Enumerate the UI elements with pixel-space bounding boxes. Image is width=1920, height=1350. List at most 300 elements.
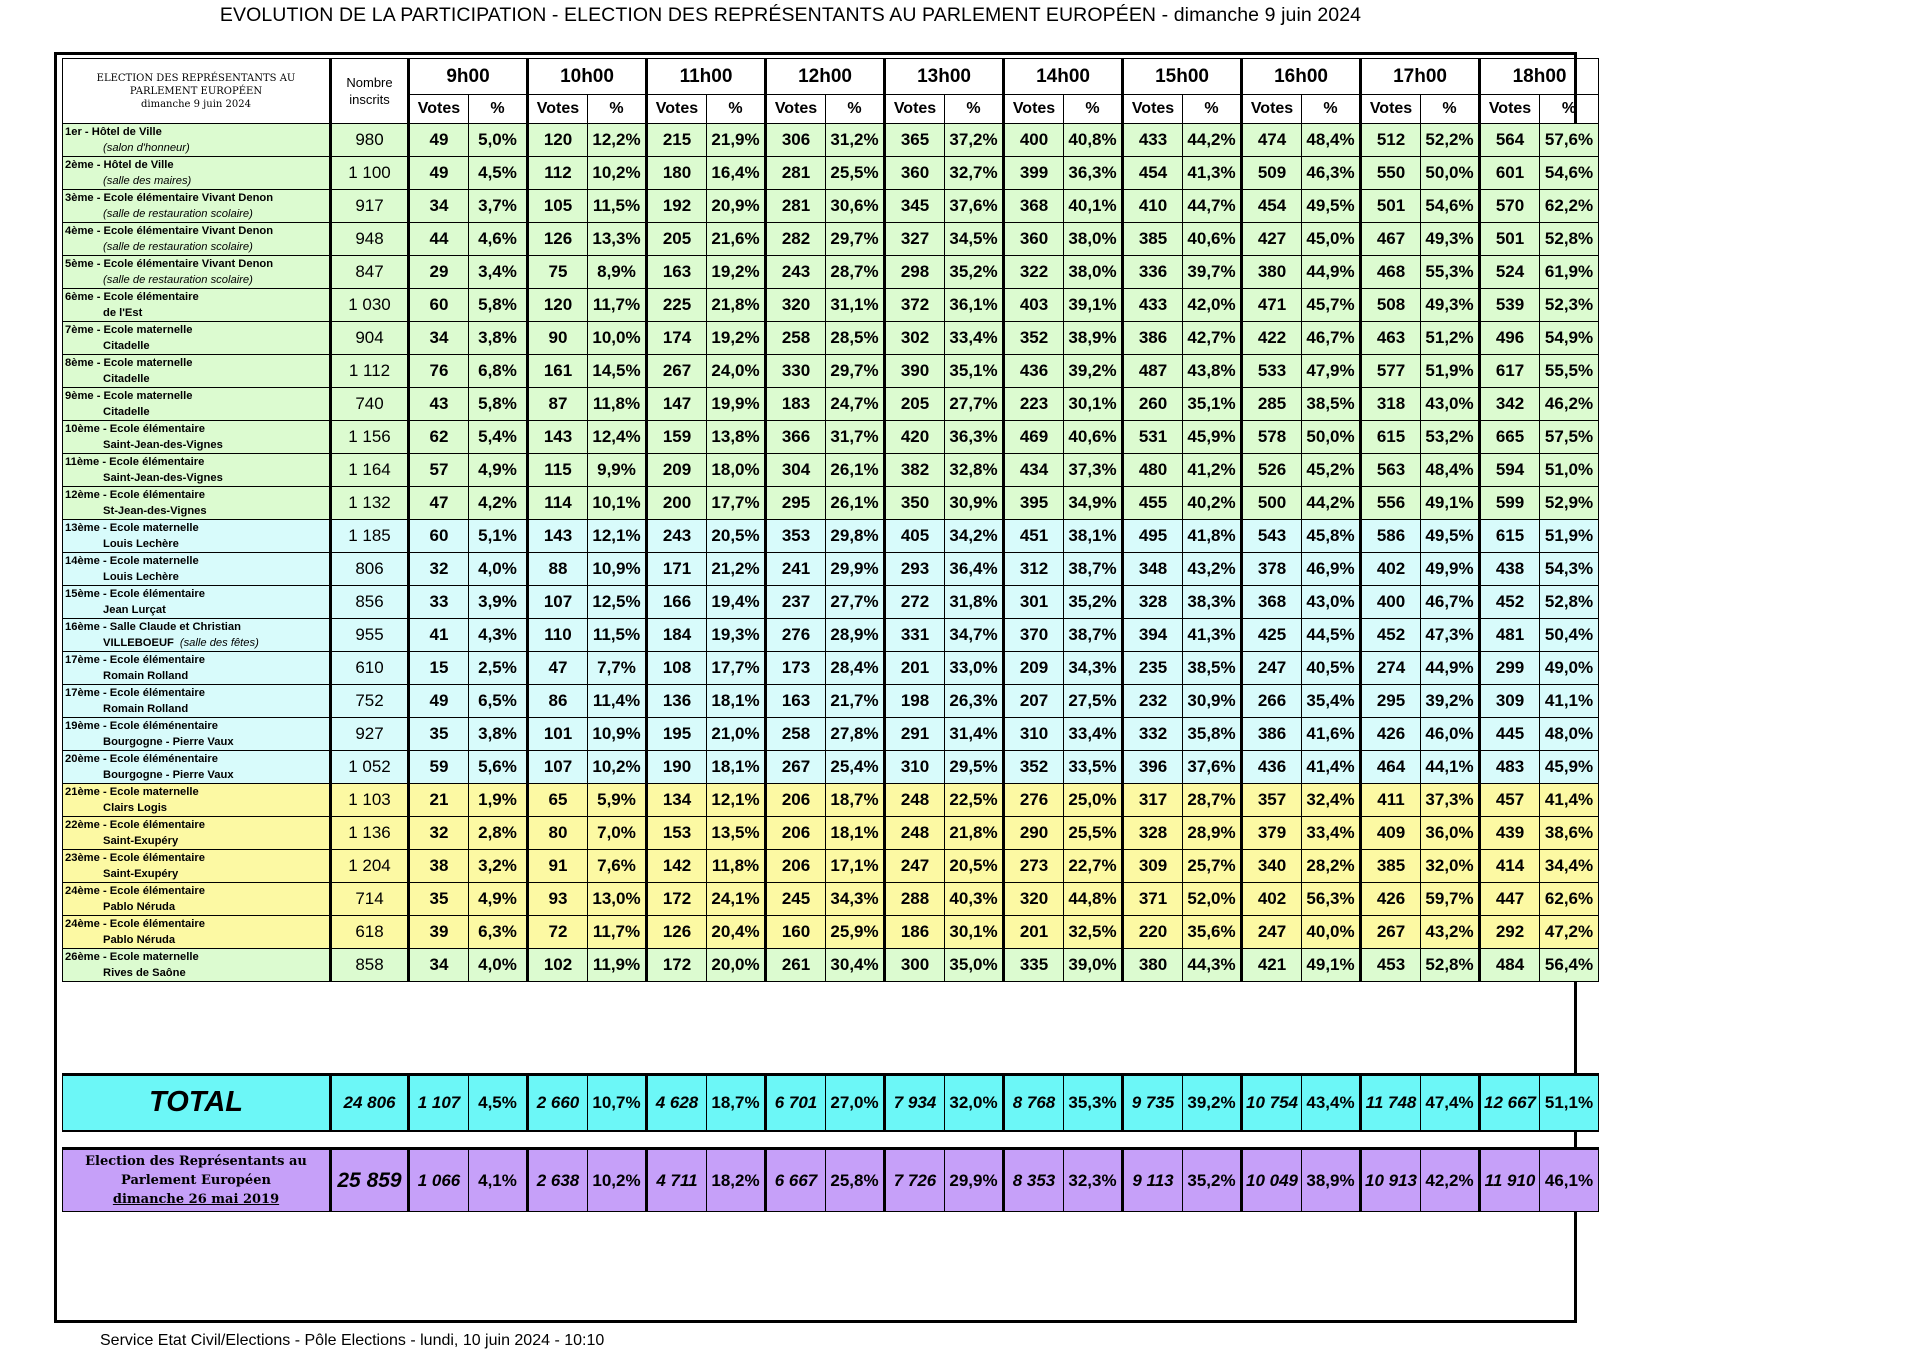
votes-cell: 183	[766, 388, 826, 421]
votes-cell: 426	[1361, 718, 1421, 751]
votes-cell: 15	[409, 652, 469, 685]
votes-cell: 451	[1004, 520, 1064, 553]
percent-cell: 51,9%	[1540, 520, 1599, 553]
previous-percent-cell: 38,9%	[1302, 1149, 1361, 1212]
votes-cell: 380	[1123, 949, 1183, 982]
percent-cell: 19,3%	[707, 619, 766, 652]
polling-station-name	[63, 883, 331, 916]
station-line2-text: Saint-Jean-des-Vignes	[103, 472, 223, 484]
votes-cell: 322	[1004, 256, 1064, 289]
percent-cell: 20,4%	[707, 916, 766, 949]
percent-cell: 32,0%	[1421, 850, 1480, 883]
votes-cell: 143	[528, 421, 588, 454]
votes-subheader: Votes	[528, 95, 588, 124]
total-percent-cell: 39,2%	[1183, 1075, 1242, 1131]
votes-cell: 487	[1123, 355, 1183, 388]
percent-cell: 50,4%	[1540, 619, 1599, 652]
percent-cell: 51,2%	[1421, 322, 1480, 355]
station-line2	[65, 668, 329, 684]
station-line1: 24ème - Ecole élémentaire	[65, 918, 205, 930]
percent-cell: 41,2%	[1183, 454, 1242, 487]
station-line2	[65, 701, 329, 717]
hour-header-13h00: 13h00	[885, 59, 1004, 95]
percent-cell: 44,9%	[1421, 652, 1480, 685]
votes-cell: 34	[409, 949, 469, 982]
votes-cell: 468	[1361, 256, 1421, 289]
votes-cell: 237	[766, 586, 826, 619]
percent-cell: 12,4%	[588, 421, 647, 454]
votes-subheader: Votes	[1361, 95, 1421, 124]
votes-cell: 452	[1480, 586, 1540, 619]
percent-cell: 7,7%	[588, 652, 647, 685]
total-votes-cell: 6 701	[766, 1075, 826, 1131]
percent-cell: 40,6%	[1064, 421, 1123, 454]
inscrits-cell: 1 204	[331, 850, 409, 883]
percent-cell: 51,0%	[1540, 454, 1599, 487]
percent-cell: 28,9%	[1183, 817, 1242, 850]
percent-cell: 20,5%	[945, 850, 1004, 883]
votes-cell: 601	[1480, 157, 1540, 190]
previous-election-row	[63, 1149, 1599, 1212]
votes-cell: 348	[1123, 553, 1183, 586]
total-inscrits: 24 806	[331, 1075, 409, 1131]
percent-cell: 31,1%	[826, 289, 885, 322]
votes-cell: 291	[885, 718, 945, 751]
total-votes-cell: 9 735	[1123, 1075, 1183, 1131]
percent-cell: 17,7%	[707, 652, 766, 685]
votes-cell: 47	[528, 652, 588, 685]
table-row	[63, 487, 1599, 520]
votes-cell: 301	[1004, 586, 1064, 619]
votes-cell: 180	[647, 157, 707, 190]
table-row	[63, 256, 1599, 289]
votes-cell: 335	[1004, 949, 1064, 982]
station-line2	[65, 767, 329, 783]
station-line2	[65, 272, 329, 288]
votes-cell: 463	[1361, 322, 1421, 355]
votes-cell: 306	[766, 124, 826, 157]
votes-cell: 184	[647, 619, 707, 652]
percent-cell: 2,5%	[469, 652, 528, 685]
votes-cell: 198	[885, 685, 945, 718]
percent-cell: 26,1%	[826, 454, 885, 487]
percent-cell: 30,6%	[826, 190, 885, 223]
votes-cell: 33	[409, 586, 469, 619]
votes-cell: 34	[409, 190, 469, 223]
table-row	[63, 751, 1599, 784]
table-row	[63, 190, 1599, 223]
percent-cell: 45,8%	[1302, 520, 1361, 553]
percent-cell: 54,3%	[1540, 553, 1599, 586]
percent-cell: 39,1%	[1064, 289, 1123, 322]
table-row	[63, 916, 1599, 949]
votes-cell: 399	[1004, 157, 1064, 190]
percent-cell: 29,5%	[945, 751, 1004, 784]
votes-cell: 302	[885, 322, 945, 355]
votes-cell: 247	[885, 850, 945, 883]
percent-cell: 43,2%	[1421, 916, 1480, 949]
votes-cell: 220	[1123, 916, 1183, 949]
votes-cell: 241	[766, 553, 826, 586]
percent-cell: 6,8%	[469, 355, 528, 388]
polling-station-name	[63, 949, 331, 982]
previous-inscrits: 25 859	[331, 1149, 409, 1212]
percent-cell: 11,5%	[588, 619, 647, 652]
percent-cell: 19,2%	[707, 322, 766, 355]
inscrits-cell: 917	[331, 190, 409, 223]
station-line2	[65, 305, 329, 321]
percent-cell: 8,9%	[588, 256, 647, 289]
votes-cell: 35	[409, 718, 469, 751]
polling-station-name	[63, 157, 331, 190]
percent-cell: 30,1%	[1064, 388, 1123, 421]
votes-cell: 281	[766, 190, 826, 223]
percent-cell: 4,2%	[469, 487, 528, 520]
hour-header-10h00: 10h00	[528, 59, 647, 95]
votes-cell: 267	[1361, 916, 1421, 949]
votes-cell: 436	[1242, 751, 1302, 784]
total-percent-cell: 47,4%	[1421, 1075, 1480, 1131]
votes-cell: 550	[1361, 157, 1421, 190]
votes-cell: 186	[885, 916, 945, 949]
percent-cell: 46,2%	[1540, 388, 1599, 421]
percent-cell: 32,8%	[945, 454, 1004, 487]
station-line1: 5ème - Ecole élémentaire Vivant Denon	[65, 258, 274, 270]
percent-cell: 45,7%	[1302, 289, 1361, 322]
percent-cell: 11,5%	[588, 190, 647, 223]
percent-cell: 47,9%	[1302, 355, 1361, 388]
station-line2-text: (salle de restauration scolaire)	[103, 274, 253, 286]
total-votes-cell: 12 667	[1480, 1075, 1540, 1131]
percent-cell: 32,5%	[1064, 916, 1123, 949]
votes-cell: 509	[1242, 157, 1302, 190]
percent-cell: 14,5%	[588, 355, 647, 388]
votes-cell: 276	[1004, 784, 1064, 817]
votes-cell: 292	[1480, 916, 1540, 949]
inscrits-header: Nombre inscrits	[331, 59, 409, 124]
votes-cell: 454	[1123, 157, 1183, 190]
total-percent-cell: 32,0%	[945, 1075, 1004, 1131]
percent-cell: 28,7%	[1183, 784, 1242, 817]
percent-cell: 33,0%	[945, 652, 1004, 685]
percent-cell: 38,1%	[1064, 520, 1123, 553]
votes-cell: 49	[409, 157, 469, 190]
percent-cell: 39,0%	[1064, 949, 1123, 982]
votes-cell: 47	[409, 487, 469, 520]
percent-cell: 18,7%	[826, 784, 885, 817]
percent-cell: 21,2%	[707, 553, 766, 586]
votes-cell: 615	[1361, 421, 1421, 454]
station-line2	[65, 833, 329, 849]
votes-cell: 426	[1361, 883, 1421, 916]
percent-cell: 4,9%	[469, 454, 528, 487]
total-row	[63, 1075, 1599, 1131]
votes-subheader: Votes	[647, 95, 707, 124]
previous-votes-cell: 8 353	[1004, 1149, 1064, 1212]
station-line1: 17ème - Ecole élémentaire	[65, 687, 205, 699]
percent-cell: 21,7%	[826, 685, 885, 718]
inscrits-cell: 1 164	[331, 454, 409, 487]
percent-cell: 6,3%	[469, 916, 528, 949]
percent-cell: 34,3%	[826, 883, 885, 916]
polling-station-name	[63, 850, 331, 883]
votes-cell: 365	[885, 124, 945, 157]
votes-cell: 293	[885, 553, 945, 586]
percent-cell: 34,4%	[1540, 850, 1599, 883]
percent-cell: 49,1%	[1421, 487, 1480, 520]
votes-cell: 209	[647, 454, 707, 487]
percent-cell: 38,7%	[1064, 619, 1123, 652]
table-row	[63, 355, 1599, 388]
hour-header-15h00: 15h00	[1123, 59, 1242, 95]
inscrits-cell: 858	[331, 949, 409, 982]
votes-cell: 512	[1361, 124, 1421, 157]
percent-cell: 10,1%	[588, 487, 647, 520]
percent-cell: 34,5%	[945, 223, 1004, 256]
percent-cell: 28,9%	[826, 619, 885, 652]
percent-cell: 34,2%	[945, 520, 1004, 553]
station-line2	[65, 437, 329, 453]
percent-cell: 29,8%	[826, 520, 885, 553]
inscrits-cell: 856	[331, 586, 409, 619]
percent-cell: 25,5%	[1064, 817, 1123, 850]
percent-cell: 22,7%	[1064, 850, 1123, 883]
percent-cell: 54,6%	[1540, 157, 1599, 190]
station-line1: 17ème - Ecole élémentaire	[65, 654, 205, 666]
votes-cell: 578	[1242, 421, 1302, 454]
percent-cell: 11,9%	[588, 949, 647, 982]
votes-cell: 44	[409, 223, 469, 256]
percent-cell: 19,4%	[707, 586, 766, 619]
percent-cell: 45,2%	[1302, 454, 1361, 487]
station-line1: 1er - Hôtel de Ville	[65, 126, 162, 138]
votes-cell: 386	[1123, 322, 1183, 355]
percent-cell: 5,6%	[469, 751, 528, 784]
percent-cell: 13,0%	[588, 883, 647, 916]
percent-cell: 5,0%	[469, 124, 528, 157]
inscrits-cell: 1 112	[331, 355, 409, 388]
inscrits-cell: 948	[331, 223, 409, 256]
percent-cell: 52,3%	[1540, 289, 1599, 322]
votes-cell: 207	[1004, 685, 1064, 718]
page-title: EVOLUTION DE LA PARTICIPATION - ELECTION DES REPRÉSENTANTS AU PARLEMENT EUROPÉEN - dimanche 9 juin 2024	[219, 4, 1362, 26]
hour-header-14h00: 14h00	[1004, 59, 1123, 95]
percent-cell: 38,7%	[1064, 553, 1123, 586]
votes-cell: 385	[1361, 850, 1421, 883]
votes-cell: 161	[528, 355, 588, 388]
votes-subheader: Votes	[409, 95, 469, 124]
percent-cell: 39,2%	[1421, 685, 1480, 718]
station-line2	[65, 734, 329, 750]
votes-cell: 160	[766, 916, 826, 949]
votes-cell: 586	[1361, 520, 1421, 553]
votes-cell: 101	[528, 718, 588, 751]
votes-cell: 248	[885, 817, 945, 850]
votes-cell: 225	[647, 289, 707, 322]
votes-cell: 173	[766, 652, 826, 685]
station-line2-text: Clairs Logis	[103, 802, 168, 814]
inscrits-cell: 1 052	[331, 751, 409, 784]
votes-cell: 615	[1480, 520, 1540, 553]
previous-percent-cell: 29,9%	[945, 1149, 1004, 1212]
station-line2	[65, 635, 329, 651]
polling-station-name	[63, 586, 331, 619]
votes-cell: 258	[766, 718, 826, 751]
votes-cell: 32	[409, 553, 469, 586]
votes-cell: 201	[1004, 916, 1064, 949]
percent-cell: 42,7%	[1183, 322, 1242, 355]
percent-cell: 40,5%	[1302, 652, 1361, 685]
station-line1: 12ème - Ecole élémentaire	[65, 489, 205, 501]
percent-subheader: %	[826, 95, 885, 124]
votes-cell: 320	[1004, 883, 1064, 916]
votes-cell: 206	[766, 850, 826, 883]
total-votes-cell: 10 754	[1242, 1075, 1302, 1131]
station-line2-text: Saint-Exupéry	[103, 835, 179, 847]
previous-percent-cell: 35,2%	[1183, 1149, 1242, 1212]
votes-cell: 120	[528, 289, 588, 322]
station-line1: 13ème - Ecole maternelle	[65, 522, 199, 534]
votes-cell: 105	[528, 190, 588, 223]
percent-cell: 36,0%	[1421, 817, 1480, 850]
votes-cell: 371	[1123, 883, 1183, 916]
percent-cell: 43,2%	[1183, 553, 1242, 586]
percent-cell: 3,2%	[469, 850, 528, 883]
votes-cell: 38	[409, 850, 469, 883]
votes-cell: 248	[885, 784, 945, 817]
votes-cell: 420	[885, 421, 945, 454]
percent-cell: 33,4%	[945, 322, 1004, 355]
percent-cell: 52,9%	[1540, 487, 1599, 520]
votes-cell: 288	[885, 883, 945, 916]
percent-cell: 45,9%	[1183, 421, 1242, 454]
percent-cell: 31,7%	[826, 421, 885, 454]
votes-cell: 65	[528, 784, 588, 817]
inscrits-cell: 1 136	[331, 817, 409, 850]
votes-cell: 112	[528, 157, 588, 190]
previous-label-line1: Election des Représentants au Parlement Européen	[85, 1154, 307, 1188]
percent-cell: 38,6%	[1540, 817, 1599, 850]
percent-subheader: %	[1064, 95, 1123, 124]
station-line2-text: Pablo Néruda	[103, 901, 176, 913]
percent-cell: 32,7%	[945, 157, 1004, 190]
votes-cell: 539	[1480, 289, 1540, 322]
votes-cell: 310	[885, 751, 945, 784]
percent-cell: 40,2%	[1183, 487, 1242, 520]
percent-cell: 36,3%	[945, 421, 1004, 454]
previous-votes-cell: 1 066	[409, 1149, 469, 1212]
inscrits-cell: 847	[331, 256, 409, 289]
votes-cell: 531	[1123, 421, 1183, 454]
votes-cell: 379	[1242, 817, 1302, 850]
votes-cell: 328	[1123, 586, 1183, 619]
station-line2-text: Citadelle	[103, 406, 150, 418]
votes-cell: 320	[766, 289, 826, 322]
percent-cell: 26,1%	[826, 487, 885, 520]
votes-cell: 327	[885, 223, 945, 256]
percent-cell: 18,1%	[707, 751, 766, 784]
votes-cell: 261	[766, 949, 826, 982]
percent-cell: 12,2%	[588, 124, 647, 157]
percent-cell: 38,3%	[1183, 586, 1242, 619]
polling-station-name	[63, 388, 331, 421]
votes-cell: 107	[528, 586, 588, 619]
votes-cell: 422	[1242, 322, 1302, 355]
votes-cell: 120	[528, 124, 588, 157]
percent-cell: 35,4%	[1302, 685, 1361, 718]
table-row	[63, 388, 1599, 421]
votes-cell: 317	[1123, 784, 1183, 817]
percent-cell: 38,9%	[1064, 322, 1123, 355]
percent-subheader: %	[945, 95, 1004, 124]
percent-cell: 25,0%	[1064, 784, 1123, 817]
station-line2-text: St-Jean-des-Vignes	[103, 505, 207, 517]
votes-cell: 35	[409, 883, 469, 916]
station-line2	[65, 899, 329, 915]
votes-cell: 91	[528, 850, 588, 883]
votes-cell: 352	[1004, 322, 1064, 355]
total-row-table	[62, 1073, 1599, 1132]
percent-cell: 4,0%	[469, 949, 528, 982]
polling-station-name	[63, 553, 331, 586]
votes-cell: 159	[647, 421, 707, 454]
inscrits-cell: 1 100	[331, 157, 409, 190]
votes-cell: 457	[1480, 784, 1540, 817]
votes-cell: 76	[409, 355, 469, 388]
percent-cell: 49,5%	[1421, 520, 1480, 553]
percent-cell: 46,0%	[1421, 718, 1480, 751]
votes-cell: 385	[1123, 223, 1183, 256]
votes-cell: 427	[1242, 223, 1302, 256]
station-line2	[65, 404, 329, 420]
station-line1: 3ème - Ecole élémentaire Vivant Denon	[65, 192, 274, 204]
votes-cell: 526	[1242, 454, 1302, 487]
votes-subheader: Votes	[1242, 95, 1302, 124]
percent-cell: 49,9%	[1421, 553, 1480, 586]
percent-cell: 49,5%	[1302, 190, 1361, 223]
polling-station-name	[63, 685, 331, 718]
votes-cell: 110	[528, 619, 588, 652]
percent-cell: 56,4%	[1540, 949, 1599, 982]
votes-cell: 400	[1004, 124, 1064, 157]
votes-cell: 172	[647, 949, 707, 982]
percent-cell: 37,6%	[1183, 751, 1242, 784]
percent-cell: 37,2%	[945, 124, 1004, 157]
votes-cell: 447	[1480, 883, 1540, 916]
station-line1: 15ème - Ecole élémentaire	[65, 588, 205, 600]
votes-cell: 410	[1123, 190, 1183, 223]
votes-cell: 403	[1004, 289, 1064, 322]
station-line2-text: Louis Lechère	[103, 538, 179, 550]
table-row	[63, 289, 1599, 322]
percent-cell: 18,1%	[826, 817, 885, 850]
previous-votes-cell: 2 638	[528, 1149, 588, 1212]
percent-cell: 19,9%	[707, 388, 766, 421]
votes-cell: 594	[1480, 454, 1540, 487]
votes-cell: 143	[528, 520, 588, 553]
percent-cell: 3,4%	[469, 256, 528, 289]
total-votes-cell: 8 768	[1004, 1075, 1064, 1131]
percent-cell: 31,8%	[945, 586, 1004, 619]
percent-cell: 49,0%	[1540, 652, 1599, 685]
station-line2	[65, 338, 329, 354]
percent-cell: 13,3%	[588, 223, 647, 256]
station-line2	[65, 800, 329, 816]
percent-cell: 62,6%	[1540, 883, 1599, 916]
votes-cell: 434	[1004, 454, 1064, 487]
votes-cell: 481	[1480, 619, 1540, 652]
inscrits-cell: 955	[331, 619, 409, 652]
